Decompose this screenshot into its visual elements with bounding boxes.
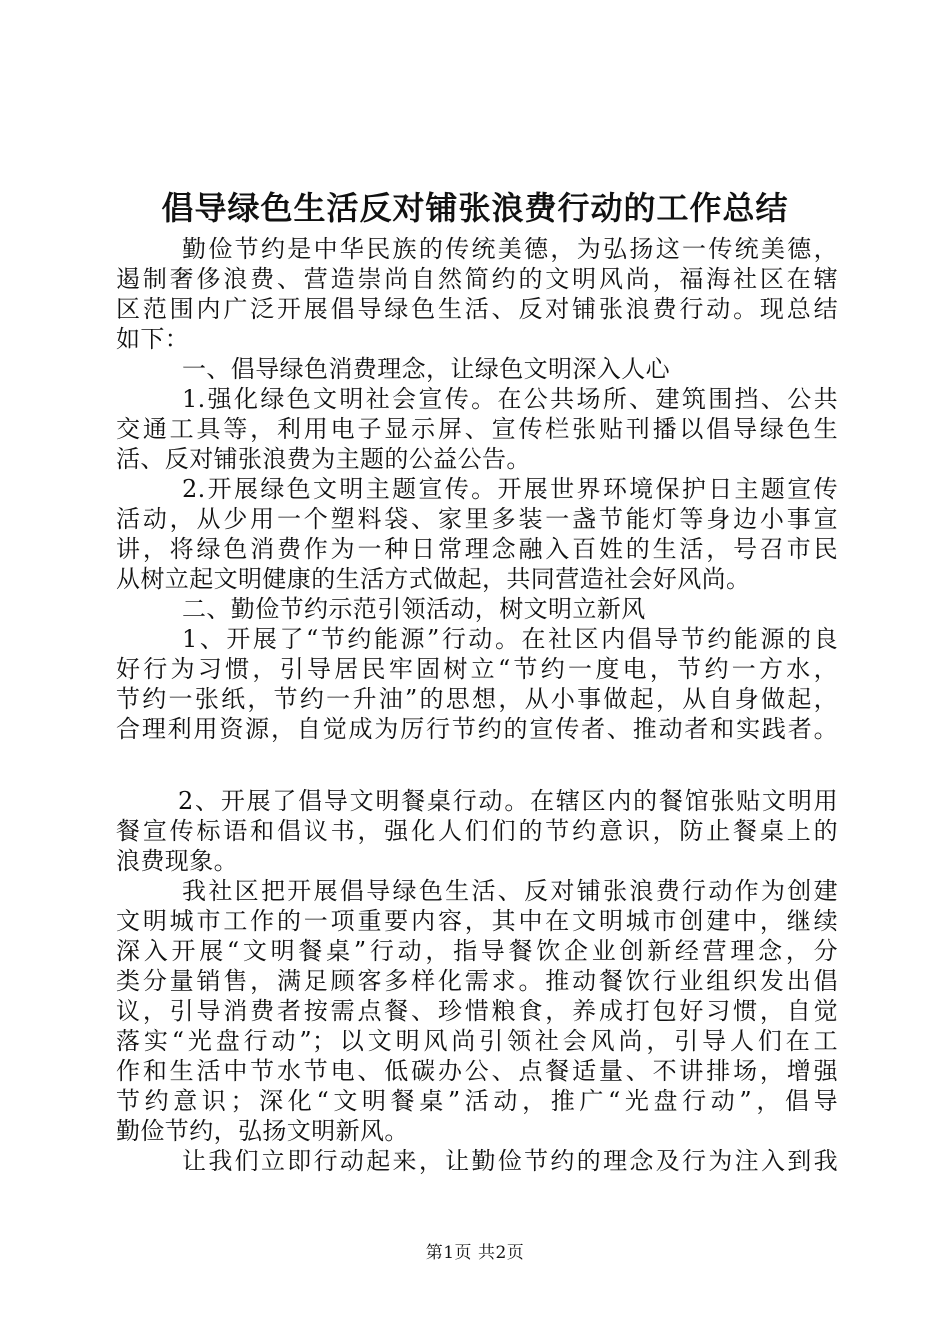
paragraph-line: 区范围内广泛开展倡导绿色生活、反对铺张浪费行动。现总结 <box>116 295 838 323</box>
paragraph-line: 让我们立即行动起来，让勤俭节约的理念及行为注入到我 <box>182 1147 838 1175</box>
blank-gap <box>116 744 838 786</box>
paragraph-line: 1、开展了“节约能源”行动。在社区内倡导节约能源的良 <box>182 625 838 653</box>
paragraph-line: 合理利用资源，自觉成为厉行节约的宣传者、推动者和实践者。 <box>116 715 838 743</box>
paragraph-line: 类分量销售，满足顾客多样化需求。推动餐饮行业组织发出倡 <box>116 967 838 995</box>
paragraph-line: 遏制奢侈浪费、营造崇尚自然简约的文明风尚，福海社区在辖 <box>116 265 838 293</box>
paragraph-line: 如下： <box>116 325 190 353</box>
paragraph-line: 活动，从少用一个塑料袋、家里多装一盏节能灯等身边小事宣 <box>116 505 838 533</box>
paragraph-line: 讲，将绿色消费作为一种日常理念融入百姓的生活，号召市民 <box>116 535 838 563</box>
document-title: 倡导绿色生活反对铺张浪费行动的工作总结 <box>161 189 789 227</box>
page-footer: 第1页 共2页 <box>425 1243 525 1263</box>
paragraph-line: 勤俭节约是中华民族的传统美德，为弘扬这一传统美德， <box>182 235 838 263</box>
paragraph-line: 浪费现象。 <box>116 847 238 875</box>
paragraph-line: 活、反对铺张浪费为主题的公益公告。 <box>116 445 531 473</box>
section-heading: 一、倡导绿色消费理念，让绿色文明深入人心 <box>182 355 670 383</box>
paragraph-line: 节约一张纸，节约一升油”的思想，从小事做起，从自身做起， <box>116 685 838 713</box>
paragraph-line: 文明城市工作的一项重要内容，其中在文明城市创建中，继续 <box>116 907 838 935</box>
paragraph-line: 2、开展了倡导文明餐桌行动。在辖区内的餐馆张贴文明用 <box>178 787 838 815</box>
paragraph-line: 勤俭节约，弘扬文明新风。 <box>116 1117 409 1145</box>
paragraph-line: 深入开展“文明餐桌”行动，指导餐饮企业创新经营理念，分 <box>116 937 838 965</box>
document-body <box>116 234 838 1176</box>
paragraph-line: 作和生活中节水节电、低碳办公、点餐适量、不讲排场，增强 <box>116 1057 838 1085</box>
paragraph-line: 餐宣传标语和倡议书，强化人们们的节约意识，防止餐桌上的 <box>116 817 838 845</box>
paragraph-line: 好行为习惯，引导居民牢固树立“节约一度电，节约一方水， <box>116 655 838 683</box>
paragraph-line: 2.开展绿色文明主题宣传。开展世界环境保护日主题宣传 <box>182 475 838 503</box>
paragraph-line: 我社区把开展倡导绿色生活、反对铺张浪费行动作为创建 <box>182 877 838 905</box>
paragraph-line: 落实“光盘行动”；以文明风尚引领社会风尚，引导人们在工 <box>116 1027 838 1055</box>
section-heading: 二、勤俭节约示范引领活动，树文明立新风 <box>182 595 646 623</box>
paragraph-line: 节约意识；深化“文明餐桌”活动，推广“光盘行动”，倡导 <box>116 1087 838 1115</box>
paragraph-line: 议，引导消费者按需点餐、珍惜粮食，养成打包好习惯，自觉 <box>116 997 838 1025</box>
paragraph-line: 1.强化绿色文明社会宣传。在公共场所、建筑围挡、公共 <box>182 385 838 413</box>
paragraph-line: 交通工具等，利用电子显示屏、宣传栏张贴刊播以倡导绿色生 <box>116 415 838 443</box>
paragraph-line: 从树立起文明健康的生活方式做起，共同营造社会好风尚。 <box>116 565 751 593</box>
